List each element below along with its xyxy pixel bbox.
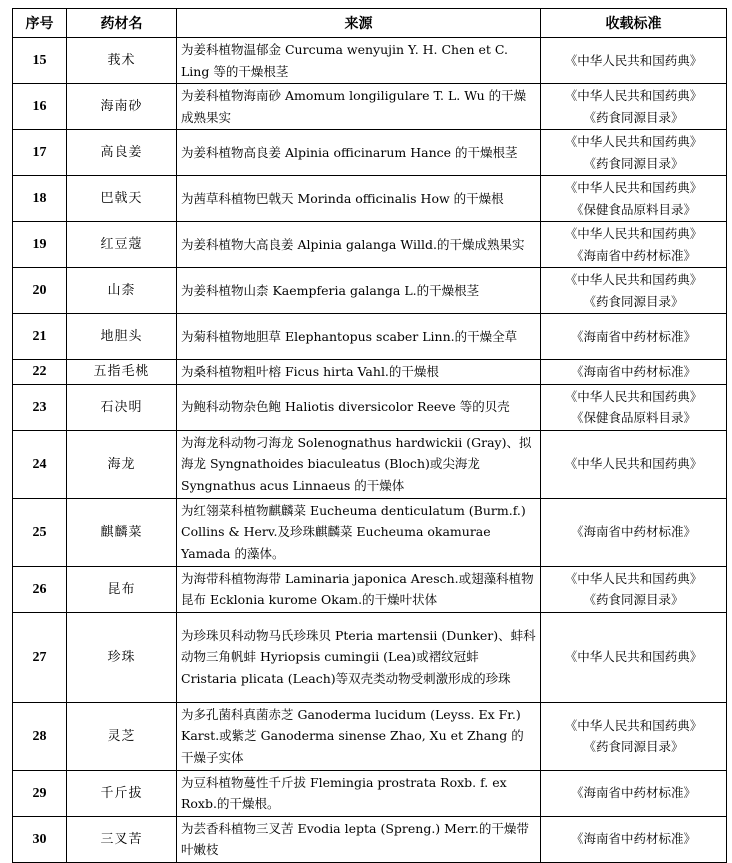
table-row [13, 702, 727, 770]
herb-record-standards [541, 384, 727, 430]
herb-source: 为珍珠贝科动物马氏珍珠贝 Pteria martensii (Dunker)、蚌科动物三角帆蚌 Hyriopsis cumingii (Lea)或褶纹冠蚌 Cristaria plicata (Leach)等双壳类动物受刺激形成的珍珠 [177, 612, 541, 702]
herb-name: 山柰 [67, 268, 177, 314]
herb-name: 海南砂 [67, 84, 177, 130]
herb-table-container [12, 8, 727, 863]
table-row [13, 770, 727, 816]
herb-name: 莪术 [67, 38, 177, 84]
record-standard: 《中华人民共和国药典》 [564, 134, 703, 149]
header-source: 来源 [177, 9, 541, 38]
table-row [13, 816, 727, 862]
herb-source: 为姜科植物高良姜 Alpinia officinarum Hance 的干燥根茎 [177, 130, 541, 176]
table-row [13, 360, 727, 385]
record-standard: 《中华人民共和国药典》 [564, 456, 703, 472]
herb-name: 五指毛桃 [67, 360, 177, 385]
row-number: 24 [13, 430, 67, 498]
herb-source: 为姜科植物山柰 Kaempferia galanga L.的干燥根茎 [177, 268, 541, 314]
herb-source: 为菊科植物地胆草 Elephantopus scaber Linn.的干燥全草 [177, 314, 541, 360]
row-number: 18 [13, 176, 67, 222]
herb-record-standards [541, 816, 727, 862]
table-row [13, 314, 727, 360]
herb-name: 海龙 [67, 430, 177, 498]
record-standard: 《海南省中药材标准》 [570, 785, 696, 801]
herb-name: 昆布 [67, 566, 177, 612]
record-standard: 《中华人民共和国药典》 [564, 226, 703, 241]
row-number: 16 [13, 84, 67, 130]
table-row [13, 84, 727, 130]
herb-name: 地胆头 [67, 314, 177, 360]
row-number: 25 [13, 498, 67, 566]
herb-source: 为姜科植物温郁金 Curcuma wenyujin Y. H. Chen et C. Ling 等的干燥根茎 [177, 38, 541, 84]
herb-record-standards [541, 268, 727, 314]
herb-record-standards [541, 430, 727, 498]
record-standard: 《海南省中药材标准》 [570, 328, 696, 344]
herb-name: 灵芝 [67, 702, 177, 770]
herb-record-standards [541, 38, 727, 84]
record-standard: 《保健食品原料目录》 [570, 410, 696, 425]
row-number: 22 [13, 360, 67, 385]
herb-name: 麒麟菜 [67, 498, 177, 566]
table-row [13, 384, 727, 430]
herb-name: 千斤拔 [67, 770, 177, 816]
herb-source: 为姜科植物大高良姜 Alpinia galanga Willd.的干燥成熟果实 [177, 222, 541, 268]
row-number: 30 [13, 816, 67, 862]
record-standard: 《药食同源目录》 [583, 109, 684, 125]
record-standard: 《中华人民共和国药典》 [564, 88, 703, 103]
herb-name: 高良姜 [67, 130, 177, 176]
record-standard: 《药食同源目录》 [583, 293, 684, 309]
record-standard: 《中华人民共和国药典》 [564, 388, 703, 404]
row-number: 27 [13, 612, 67, 702]
record-standard: 《海南省中药材标准》 [570, 831, 696, 847]
record-standard: 《中华人民共和国药典》 [564, 649, 703, 665]
row-number: 15 [13, 38, 67, 84]
herb-record-standards [541, 702, 727, 770]
herb-source: 为海带科植物海带 Laminaria japonica Aresch.或翅藻科植物昆布 Ecklonia kurome Okam.的干燥叶状体 [177, 566, 541, 612]
herb-source: 为芸香科植物三叉苦 Evodia lepta (Spreng.) Merr.的干燥带叶嫩枝 [177, 816, 541, 862]
herb-source: 为桑科植物粗叶榕 Ficus hirta Vahl.的干燥根 [177, 360, 541, 385]
record-standard: 《中华人民共和国药典》 [564, 717, 703, 733]
herb-source: 为茜草科植物巴戟天 Morinda officinalis How 的干燥根 [177, 176, 541, 222]
header-num: 序号 [13, 9, 67, 38]
herb-record-standards [541, 566, 727, 612]
herb-record-standards [541, 612, 727, 702]
herb-source: 为红翎菜科植物麒麟菜 Eucheuma denticulatum (Burm.f.) Collins & Herv.及珍珠麒麟菜 Eucheuma okamurae Yamada 的藻体。 [177, 498, 541, 566]
herb-record-standards [541, 770, 727, 816]
header-row [13, 9, 727, 38]
herb-source: 为姜科植物海南砂 Amomum longiligulare T. L. Wu 的干燥成熟果实 [177, 84, 541, 130]
table-row [13, 430, 727, 498]
record-standard: 《中华人民共和国药典》 [564, 570, 703, 586]
record-standard: 《中华人民共和国药典》 [564, 52, 703, 68]
herb-record-standards [541, 84, 727, 130]
record-standard: 《海南省中药材标准》 [570, 524, 696, 540]
herb-name: 石决明 [67, 384, 177, 430]
record-standard: 《中华人民共和国药典》 [564, 180, 703, 195]
herb-source: 为鲍科动物杂色鲍 Haliotis diversicolor Reeve 等的贝壳 [177, 384, 541, 430]
table-row [13, 222, 727, 268]
herb-record-standards [541, 360, 727, 385]
row-number: 19 [13, 222, 67, 268]
table-row [13, 38, 727, 84]
herb-name: 红豆蔻 [67, 222, 177, 268]
row-number: 26 [13, 566, 67, 612]
table-row [13, 268, 727, 314]
table-row [13, 498, 727, 566]
row-number: 17 [13, 130, 67, 176]
record-standard: 《海南省中药材标准》 [570, 364, 696, 379]
herb-source: 为海龙科动物刁海龙 Solenognathus hardwickii (Gray)、拟海龙 Syngnathoides biaculeatus (Bloch)或尖海龙 Syngnathus acus Linnaeus 的干燥体 [177, 430, 541, 498]
herb-source: 为多孔菌科真菌赤芝 Ganoderma lucidum (Leyss. Ex Fr.) Karst.或紫芝 Ganoderma sinense Zhao, Xu et Zhang 的干燥子实体 [177, 702, 541, 770]
herb-record-standards [541, 222, 727, 268]
herb-name: 三叉苦 [67, 816, 177, 862]
table-row [13, 130, 727, 176]
table-row [13, 176, 727, 222]
row-number: 20 [13, 268, 67, 314]
table-row [13, 566, 727, 612]
record-standard: 《海南省中药材标准》 [570, 247, 696, 263]
herb-name: 珍珠 [67, 612, 177, 702]
record-standard: 《中华人民共和国药典》 [564, 272, 703, 287]
herb-record-standards [541, 176, 727, 222]
herb-table [12, 8, 727, 863]
herb-record-standards [541, 130, 727, 176]
table-row [13, 612, 727, 702]
header-name: 药材名 [67, 9, 177, 38]
herb-name: 巴戟天 [67, 176, 177, 222]
record-standard: 《药食同源目录》 [583, 592, 684, 607]
row-number: 21 [13, 314, 67, 360]
header-record: 收载标准 [541, 9, 727, 38]
record-standard: 《药食同源目录》 [583, 155, 684, 171]
herb-record-standards [541, 314, 727, 360]
row-number: 29 [13, 770, 67, 816]
herb-record-standards [541, 498, 727, 566]
table-body [13, 38, 727, 863]
record-standard: 《保健食品原料目录》 [570, 201, 696, 217]
herb-source: 为豆科植物蔓性千斤拔 Flemingia prostrata Roxb. f. ex Roxb.的干燥根。 [177, 770, 541, 816]
row-number: 28 [13, 702, 67, 770]
record-standard: 《药食同源目录》 [583, 739, 684, 754]
row-number: 23 [13, 384, 67, 430]
